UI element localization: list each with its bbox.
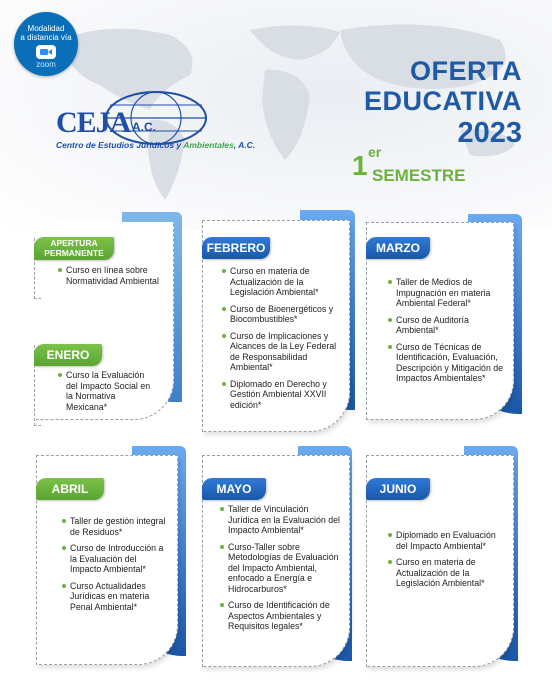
list-item: Curso en materia de Actualización de la Legislación Ambiental* [222, 266, 340, 298]
list-item: Taller de gestión integral de Residuos* [62, 516, 170, 537]
list-item: Diplomado en Derecho y Gestión Ambiental XXVII edición* [222, 379, 340, 411]
logo-subtitle: Centro de Estudios Jurídicos y Ambientales, A.C. [56, 140, 256, 150]
title-line1: OFERTA [410, 56, 522, 86]
tab-febrero: FEBRERO [202, 237, 270, 259]
list-item: Curso Actualidades Jurídicas en materia Penal Ambiental* [62, 581, 170, 613]
tab-enero: ENERO [34, 344, 102, 366]
list-item: Taller de Medios de Impugnación en materia Ambiental Federal* [388, 277, 506, 309]
list-item: Curso de Introducción a la Evaluación del Impacto Ambiental* [62, 543, 170, 575]
logo-name: CEJA [56, 106, 131, 139]
zoom-word: zoom [36, 60, 56, 69]
junio-list [388, 530, 504, 595]
logo-suffix: A.C. [132, 120, 156, 134]
mayo-list [220, 504, 340, 638]
badge-line2: a distancia vía [20, 33, 72, 42]
enero-list [58, 370, 158, 418]
marzo-list [388, 277, 506, 390]
zoom-modality-badge [14, 12, 78, 76]
tab-junio: JUNIO [366, 478, 430, 500]
ceja-logo [56, 92, 256, 172]
list-item: Taller de Vinculación Jurídica en la Evaluación del Impacto Ambiental* [220, 504, 340, 536]
apertura-list [58, 265, 168, 292]
list-item: Curso en línea sobre Normatividad Ambiental [58, 265, 168, 286]
page-title [364, 56, 522, 150]
list-item: Curso de Técnicas de Identificación, Evaluación, Descripción y Mitigación de Impactos Ambientales* [388, 342, 506, 384]
tab-marzo: MARZO [366, 237, 430, 259]
list-item: Curso-Taller sobre Metodologías de Evaluación del Impacto Ambiental, enfocado a Energía e Hidrocarburos* [220, 542, 340, 595]
list-item: Diplomado en Evaluación del Impacto Ambiental* [388, 530, 504, 551]
title-line2: EDUCATIVA [364, 86, 522, 116]
badge-line1: Modalidad [27, 24, 65, 33]
tab-apertura-permanente: APERTURA PERMANENTE [34, 237, 114, 260]
febrero-list [222, 266, 340, 416]
list-item: Curso de Bioenergéticos y Biocombustibles* [222, 304, 340, 325]
tab-abril: ABRIL [36, 478, 104, 500]
list-item: Curso de Identificación de Aspectos Ambientales y Requisitos legales* [220, 600, 340, 632]
tab-mayo: MAYO [202, 478, 266, 500]
list-item: Curso de Auditoría Ambiental* [388, 315, 506, 336]
list-item: Curso en materia de Actualización de la Legislación Ambiental* [388, 557, 504, 589]
video-camera-icon [36, 45, 56, 59]
title-year: 2023 [457, 117, 522, 149]
list-item: Curso de Implicaciones y Alcances de la Ley Federal de Responsabilidad Ambiental* [222, 331, 340, 373]
abril-list [62, 516, 170, 618]
list-item: Curso la Evaluación del Impacto Social en la Normativa Mexicana* [58, 370, 158, 412]
